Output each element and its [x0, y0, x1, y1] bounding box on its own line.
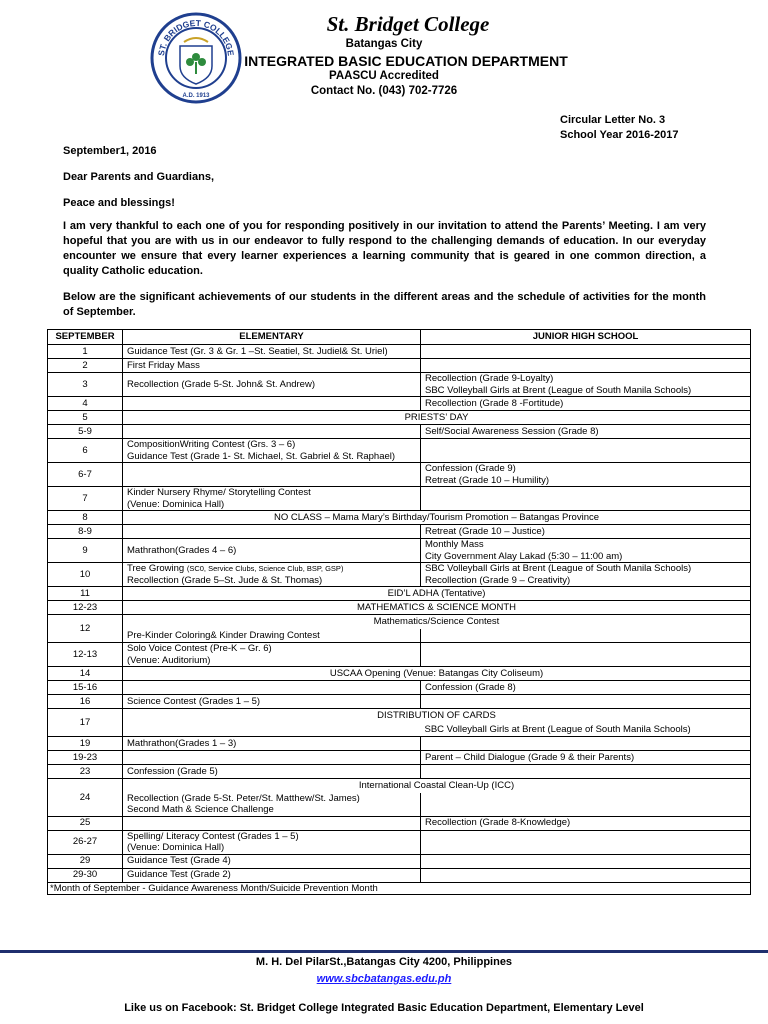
row-elementary	[123, 463, 421, 487]
row-junior-high-line: Recollection (Grade 8 -Fortitude)	[425, 397, 564, 409]
row-junior-high	[421, 868, 751, 882]
row-span-event	[123, 411, 751, 425]
row-date: 2	[48, 359, 123, 373]
row-span-event-line: International Coastal Clean-Up (ICC)	[358, 780, 515, 791]
footer-address: M. H. Del PilarSt.,Batangas City 4200, Philippines	[255, 956, 513, 968]
row-date: 8	[48, 511, 123, 525]
table-row	[48, 816, 751, 830]
row-junior-high	[421, 359, 751, 373]
school-city: Batangas City	[345, 38, 423, 50]
row-date: 14	[48, 667, 123, 681]
row-date: 8-9	[48, 525, 123, 539]
row-elementary	[123, 563, 421, 587]
letter-paragraph-2: Below are the significant achievements of our students in the different areas and the schedule of activities for the month of September.	[63, 291, 706, 318]
table-row	[48, 373, 751, 397]
table-row	[48, 411, 751, 425]
row-elementary	[123, 868, 421, 882]
letter-greeting: Peace and blessings!	[63, 197, 175, 209]
footer-facebook: Like us on Facebook: St. Bridget College Integrated Basic Education Department, Elementary Level	[124, 1002, 644, 1014]
row-junior-high	[421, 816, 751, 830]
table-row	[48, 425, 751, 439]
row-elementary	[123, 643, 421, 667]
row-elementary	[123, 439, 421, 463]
row-date: 10	[48, 563, 123, 587]
letter-paragraph-1: I am very thankful to each one of you for responding positively in our invitation to attend the Parents’ Meeting. I am very hopeful that you are with us in our endeavor to fully respond to the challenging demands of education. In our everyday encounter we ensure that every learner experiences a learning community that is geared in one common direction, a quality Catholic education.	[63, 220, 706, 277]
row-elementary	[123, 737, 421, 751]
event-text: Tree Growing	[127, 563, 187, 574]
row-junior-high	[421, 563, 751, 587]
table-header-row	[48, 330, 751, 345]
svg-text:ST. BRIDGET COLLEGE: ST. BRIDGET COLLEGE	[156, 17, 236, 57]
row-elementary-line: (Venue: Dominica Hall)	[127, 842, 225, 853]
table-row	[48, 830, 751, 854]
row-date: 25	[48, 816, 123, 830]
row-elementary-line: Guidance Test (Grade 2)	[127, 869, 231, 881]
row-junior-high-line: SBC Volleyball Girls at Brent (League of South Manila Schools)	[425, 563, 692, 574]
row-junior-high	[421, 345, 751, 359]
table-row	[48, 751, 751, 765]
row-date: 24	[48, 779, 123, 817]
table-row	[48, 525, 751, 539]
footer-rule	[0, 950, 768, 953]
row-date: 23	[48, 765, 123, 779]
row-date: 9	[48, 539, 123, 563]
letter-date: September1, 2016	[63, 145, 157, 157]
row-date: 17	[48, 709, 123, 737]
table-row	[48, 723, 751, 737]
row-elementary	[123, 793, 421, 817]
row-junior-high-line: Confession (Grade 8)	[425, 681, 516, 693]
table-row	[48, 539, 751, 563]
row-date: 12-23	[48, 601, 123, 615]
september-schedule-table	[47, 329, 751, 895]
row-elementary-line: Science Contest (Grades 1 – 5)	[127, 695, 261, 707]
row-junior-high	[421, 539, 751, 563]
table-row	[48, 709, 751, 723]
row-junior-high	[421, 487, 751, 511]
table-row	[48, 793, 751, 817]
row-date: 26-27	[48, 830, 123, 854]
row-junior-high	[421, 681, 751, 695]
letter-salutation: Dear Parents and Guardians,	[63, 171, 214, 183]
row-span-event	[123, 601, 751, 615]
row-span-event	[123, 511, 751, 525]
row-date: 29	[48, 854, 123, 868]
row-junior-high	[421, 629, 751, 643]
row-span-event-line: PRIESTS’ DAY	[404, 411, 469, 423]
row-junior-high	[421, 751, 751, 765]
table-row	[48, 681, 751, 695]
row-elementary	[123, 765, 421, 779]
schedule-body	[48, 345, 751, 883]
row-elementary-line: Guidance Test (Grade 4)	[127, 855, 231, 867]
row-junior-high-line: Recollection (Grade 8-Knowledge)	[425, 817, 571, 829]
table-note: *Month of September - Guidance Awareness Month/Suicide Prevention Month	[48, 882, 751, 895]
table-row	[48, 511, 751, 525]
event-note: (SC0, Service Clubs, Science Club, BSP, GSP)	[186, 564, 344, 573]
row-elementary-line: Guidance Test (Grade 1- St. Michael, St. Gabriel & St. Raphael)	[127, 450, 396, 462]
table-row	[48, 587, 751, 601]
row-elementary-line	[127, 563, 416, 575]
school-year: School Year 2016-2017	[560, 129, 679, 141]
row-span-event-line: MATHEMATICS & SCIENCE MONTH	[356, 601, 517, 613]
row-elementary-line: Recollection (Grade 5–St. Jude & St. Thomas)	[127, 574, 323, 586]
row-elementary	[123, 359, 421, 373]
row-span-event	[123, 709, 751, 723]
row-date: 12	[48, 615, 123, 643]
row-elementary	[123, 816, 421, 830]
row-junior-high	[421, 854, 751, 868]
contact-number: Contact No. (043) 702-7726	[310, 85, 458, 97]
footer-website-link[interactable]: www.sbcbatangas.edu.ph	[316, 973, 452, 985]
row-date: 16	[48, 695, 123, 709]
accreditation: PAASCU Accredited	[329, 70, 439, 82]
row-span-event-line: USCAA Opening (Venue: Batangas City Coliseum)	[329, 667, 544, 679]
row-span-event	[123, 667, 751, 681]
row-date: 19-23	[48, 751, 123, 765]
row-elementary-line: Mathrathon(Grades 1 – 3)	[127, 737, 237, 749]
row-elementary	[123, 525, 421, 539]
circular-number: Circular Letter No. 3	[560, 114, 666, 126]
row-elementary	[123, 830, 421, 854]
row-elementary	[123, 539, 421, 563]
table-row	[48, 765, 751, 779]
row-elementary-line: (Venue: Auditorium)	[127, 654, 211, 666]
row-junior-high-line: Retreat (Grade 10 – Justice)	[425, 525, 545, 537]
row-elementary	[123, 751, 421, 765]
row-junior-high-line: Monthly Mass	[425, 539, 484, 550]
row-date: 12-13	[48, 643, 123, 667]
table-row	[48, 854, 751, 868]
row-elementary	[123, 345, 421, 359]
table-row	[48, 563, 751, 587]
row-junior-high	[421, 643, 751, 667]
table-row	[48, 695, 751, 709]
row-elementary-line: Guidance Test (Gr. 3 & Gr. 1 –St. Seatiel, St. Judiel& St. Uriel)	[127, 345, 388, 357]
row-elementary-line: Mathrathon(Grades 4 – 6)	[127, 544, 237, 556]
row-span-event	[123, 615, 751, 629]
row-junior-high-line: Retreat (Grade 10 – Humility)	[425, 474, 550, 486]
row-elementary-line: CompositionWriting Contest (Grs. 3 – 6)	[127, 439, 296, 450]
header-junior-high: JUNIOR HIGH SCHOOL	[421, 330, 751, 345]
row-date: 6-7	[48, 463, 123, 487]
row-elementary	[123, 681, 421, 695]
row-date: 15-16	[48, 681, 123, 695]
svg-text:A.D. 1913: A.D. 1913	[182, 93, 210, 99]
row-junior-high-line: Recollection (Grade 9 – Creativity)	[425, 574, 571, 586]
row-junior-high	[421, 439, 751, 463]
row-date: 19	[48, 737, 123, 751]
header-elementary: ELEMENTARY	[123, 330, 421, 345]
row-junior-high	[421, 463, 751, 487]
row-date: 1	[48, 345, 123, 359]
row-junior-high	[421, 695, 751, 709]
row-elementary-line: (Venue: Dominica Hall)	[127, 498, 225, 510]
row-elementary-line: Kinder Nursery Rhyme/ Storytelling Contest	[127, 487, 311, 498]
row-date: 3	[48, 373, 123, 397]
header-september: SEPTEMBER	[48, 330, 123, 345]
row-junior-high-line: Recollection (Grade 9-Loyalty)	[425, 373, 554, 384]
table-row	[48, 615, 751, 629]
row-junior-high	[421, 830, 751, 854]
table-row	[48, 667, 751, 681]
row-span-event	[123, 587, 751, 601]
row-span-event-line: NO CLASS – Mama Mary’s Birthday/Tourism Promotion – Batangas Province	[273, 511, 600, 523]
row-elementary-line: Recollection (Grade 5-St. John& St. Andrew)	[127, 378, 315, 390]
row-elementary-line: Spelling/ Literacy Contest (Grades 1 – 5)	[127, 830, 299, 842]
row-junior-high	[421, 397, 751, 411]
table-row	[48, 397, 751, 411]
row-date: 29-30	[48, 868, 123, 882]
row-span-event-line: Mathematics/Science Contest	[373, 616, 500, 627]
row-elementary	[123, 397, 421, 411]
row-elementary	[123, 854, 421, 868]
row-elementary-line: Second Math & Science Challenge	[127, 804, 274, 815]
table-row	[48, 779, 751, 793]
row-elementary-line: First Friday Mass	[127, 359, 200, 371]
row-date: 5-9	[48, 425, 123, 439]
table-row	[48, 643, 751, 667]
row-elementary	[123, 723, 421, 737]
row-elementary-line: Confession (Grade 5)	[127, 765, 218, 777]
table-row	[48, 601, 751, 615]
table-row	[48, 868, 751, 882]
table-row	[48, 629, 751, 643]
row-junior-high	[421, 525, 751, 539]
table-row	[48, 359, 751, 373]
school-name: St. Bridget College	[326, 12, 490, 36]
row-span-event-line: EID’L ADHA (Tentative)	[387, 587, 486, 599]
row-elementary-line: Solo Voice Contest (Pre-K – Gr. 6)	[127, 643, 272, 654]
row-date: 6	[48, 439, 123, 463]
row-elementary	[123, 695, 421, 709]
row-junior-high: SBC Volleyball Girls at Brent (League of South Manila Schools)	[421, 723, 751, 737]
row-junior-high	[421, 765, 751, 779]
row-span-event	[123, 779, 751, 793]
row-junior-high	[421, 793, 751, 817]
row-date: 4	[48, 397, 123, 411]
department-name: INTEGRATED BASIC EDUCATION DEPARTMENT	[244, 53, 568, 69]
row-junior-high-line: Self/Social Awareness Session (Grade 8)	[425, 425, 599, 437]
row-span-event-line: DISTRIBUTION OF CARDS	[377, 710, 496, 721]
row-elementary	[123, 425, 421, 439]
row-junior-high	[421, 425, 751, 439]
circular-info	[560, 113, 678, 143]
table-row	[48, 487, 751, 511]
row-junior-high	[421, 737, 751, 751]
row-elementary-line: Recollection (Grade 5-St. Peter/St. Matthew/St. James)	[127, 792, 360, 804]
row-elementary: Pre-Kinder Coloring& Kinder Drawing Contest	[123, 629, 421, 643]
row-junior-high-line: City Government Alay Lakad (5:30 – 11:00 am)	[425, 550, 623, 562]
row-elementary	[123, 487, 421, 511]
row-date: 11	[48, 587, 123, 601]
row-date: 7	[48, 487, 123, 511]
table-row	[48, 463, 751, 487]
row-junior-high	[421, 373, 751, 397]
table-row	[48, 737, 751, 751]
row-date: 5	[48, 411, 123, 425]
row-junior-high-line: Confession (Grade 9)	[425, 463, 516, 474]
table-note-row	[48, 882, 751, 895]
table-row	[48, 345, 751, 359]
row-elementary	[123, 373, 421, 397]
table-row	[48, 439, 751, 463]
row-junior-high-line: SBC Volleyball Girls at Brent (League of South Manila Schools)	[425, 384, 692, 396]
row-junior-high-line: Parent – Child Dialogue (Grade 9 & their Parents)	[425, 751, 635, 763]
